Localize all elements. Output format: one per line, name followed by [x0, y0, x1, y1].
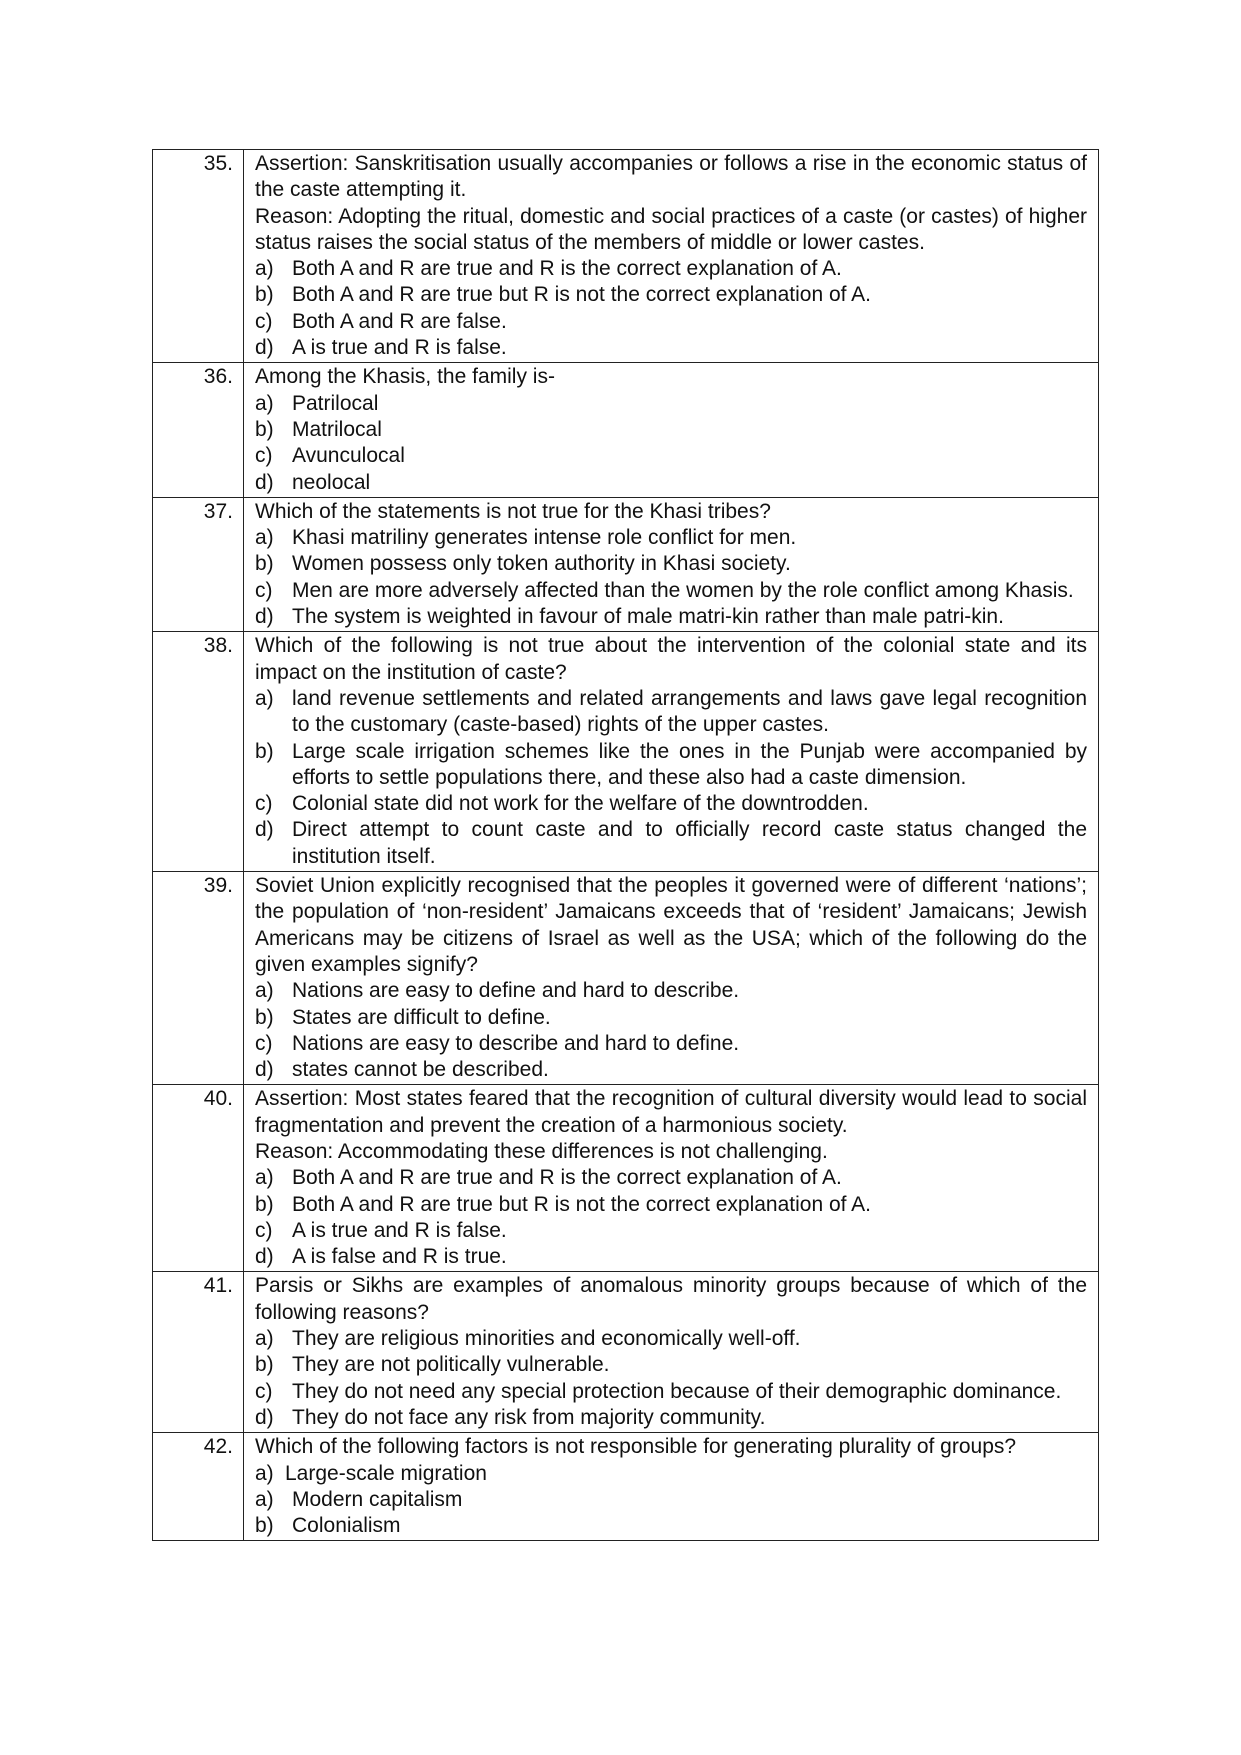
- option-letter: a): [255, 1487, 274, 1511]
- option-item: [255, 1244, 1087, 1270]
- option-item: [255, 1165, 1087, 1191]
- option-letter: c): [255, 1379, 273, 1403]
- question-body: [244, 497, 1099, 631]
- question-stem: Which of the following factors is not responsible for generating plurality of groups?: [255, 1435, 1017, 1459]
- option-letter: b): [255, 417, 274, 441]
- option-text: Nations are easy to describe and hard to define.: [292, 1031, 740, 1055]
- option-list: [255, 256, 1087, 361]
- question-stem: Assertion: Most states feared that the recognition of cultural diversity would lead to social fragmentation and prevent the creation of a harmonious society.: [255, 1087, 1087, 1137]
- option-letter: b): [255, 552, 274, 576]
- question-table: [152, 149, 1099, 1541]
- option-item: [255, 1352, 1087, 1378]
- option-letter: a): [255, 979, 274, 1003]
- option-text: Women possess only token authority in Khasi society.: [292, 552, 791, 576]
- option-list: [255, 686, 1087, 870]
- question-number: 39.: [153, 872, 244, 1085]
- option-letter: c): [255, 444, 273, 468]
- question-row: [153, 632, 1099, 872]
- option-text: Modern capitalism: [292, 1487, 463, 1511]
- option-text: Matrilocal: [292, 417, 382, 441]
- option-text: Both A and R are true and R is the correct explanation of A.: [292, 1166, 842, 1190]
- option-text: They do not face any risk from majority community.: [292, 1405, 766, 1429]
- option-letter: b): [255, 739, 274, 763]
- question-row: [153, 872, 1099, 1085]
- question-number: 38.: [153, 632, 244, 872]
- option-text: Khasi matriliny generates intense role conflict for men.: [292, 526, 797, 550]
- question-stem: Assertion: Sanskritisation usually accompanies or follows a rise in the economic status of the caste attempting it.: [255, 152, 1087, 202]
- option-letter: a): [255, 1461, 274, 1485]
- option-text: Both A and R are true but R is not the correct explanation of A.: [292, 1192, 872, 1216]
- option-text: Direct attempt to count caste and to officially record caste status changed the institution itself.: [292, 818, 1087, 868]
- option-letter: c): [255, 309, 273, 333]
- question-stem: Parsis or Sikhs are examples of anomalous minority groups because of which of the following reasons?: [255, 1274, 1087, 1324]
- question-body: [244, 1433, 1099, 1541]
- question-number: 36.: [153, 363, 244, 497]
- option-text: Colonial state did not work for the welfare of the downtrodden.: [292, 792, 869, 816]
- option-item: [255, 1461, 1087, 1487]
- question-number: 42.: [153, 1433, 244, 1541]
- option-letter: a): [255, 1327, 274, 1351]
- option-item: [255, 978, 1087, 1004]
- option-item: [255, 1031, 1087, 1057]
- question-stem: Which of the following is not true about the intervention of the colonial state and its impact on the institution of caste?: [255, 634, 1087, 684]
- option-letter: b): [255, 1353, 274, 1377]
- option-text: Nations are easy to define and hard to describe.: [292, 979, 740, 1003]
- question-body: [244, 1272, 1099, 1433]
- option-letter: c): [255, 1218, 273, 1242]
- option-text: A is true and R is false.: [292, 336, 507, 360]
- option-text: Large scale irrigation schemes like the ones in the Punjab were accompanied by efforts to settle populations there, and these also had a caste dimension.: [292, 739, 1087, 789]
- option-letter: d): [255, 470, 274, 494]
- option-item: [255, 551, 1087, 577]
- option-letter: a): [255, 686, 274, 710]
- option-letter: a): [255, 391, 274, 415]
- question-body: [244, 150, 1099, 363]
- option-text: Both A and R are true and R is the correct explanation of A.: [292, 257, 842, 281]
- option-item: [255, 578, 1087, 604]
- option-letter: d): [255, 336, 274, 360]
- option-item: [255, 335, 1087, 361]
- option-letter: c): [255, 1031, 273, 1055]
- option-list: [255, 391, 1087, 496]
- option-item: [255, 256, 1087, 282]
- option-text: A is true and R is false.: [292, 1218, 507, 1242]
- option-text: Both A and R are true but R is not the correct explanation of A.: [292, 283, 872, 307]
- question-body: [244, 632, 1099, 872]
- option-item: [255, 1057, 1087, 1083]
- question-stem: Reason: Adopting the ritual, domestic and social practices of a caste (or castes) of higher status raises the social status of the members of middle or lower castes.: [255, 204, 1087, 254]
- option-text: neolocal: [292, 470, 371, 494]
- option-letter: c): [255, 578, 273, 602]
- option-letter: d): [255, 818, 274, 842]
- question-body: [244, 872, 1099, 1085]
- option-letter: a): [255, 1166, 274, 1190]
- option-list: [255, 1326, 1087, 1431]
- option-letter: b): [255, 283, 274, 307]
- option-item: [255, 282, 1087, 308]
- option-item: [255, 604, 1087, 630]
- option-text: States are difficult to define.: [292, 1005, 551, 1029]
- option-text: land revenue settlements and related arrangements and laws gave legal recognition to the customary (caste-based) rights of the upper castes.: [292, 686, 1087, 737]
- question-stem: Reason: Accommodating these differences is not challenging.: [255, 1139, 828, 1163]
- option-item: [255, 470, 1087, 496]
- option-item: [255, 1487, 1087, 1513]
- option-text: Colonialism: [292, 1514, 401, 1538]
- option-text: The system is weighted in favour of male matri-kin rather than male patri-kin.: [292, 605, 1004, 629]
- question-stem: Soviet Union explicitly recognised that the peoples it governed were of different ‘nations’; the population of ‘non-resident’ Jamaicans exceeds that of ‘resident’ Jamaicans; Jewish Americans may be citizens of Israel as well as the USA; which of the following do the given examples signify?: [255, 874, 1087, 976]
- option-letter: a): [255, 257, 274, 281]
- question-number: 37.: [153, 497, 244, 631]
- option-text: They do not need any special protection because of their demographic dominance.: [292, 1379, 1062, 1403]
- option-text: Men are more adversely affected than the women by the role conflict among Khasis.: [292, 578, 1074, 602]
- option-text: Patrilocal: [292, 391, 379, 415]
- option-text: Large-scale migration: [285, 1461, 487, 1485]
- option-item: [255, 1379, 1087, 1405]
- option-text: Avunculocal: [292, 444, 405, 468]
- question-row: [153, 363, 1099, 497]
- question-table-body: [153, 150, 1099, 1541]
- option-item: [255, 817, 1087, 870]
- option-item: [255, 391, 1087, 417]
- option-list: [255, 978, 1087, 1083]
- option-item: [255, 309, 1087, 335]
- question-number: 41.: [153, 1272, 244, 1433]
- question-row: [153, 1272, 1099, 1433]
- question-body: [244, 363, 1099, 497]
- option-letter: b): [255, 1514, 274, 1538]
- question-stem: Which of the statements is not true for the Khasi tribes?: [255, 499, 771, 523]
- option-letter: d): [255, 1058, 274, 1082]
- option-text: They are not politically vulnerable.: [292, 1353, 610, 1377]
- question-row: [153, 1433, 1099, 1541]
- question-row: [153, 497, 1099, 631]
- option-item: [255, 1326, 1087, 1352]
- option-item: [255, 791, 1087, 817]
- option-item: [255, 1513, 1087, 1539]
- question-row: [153, 150, 1099, 363]
- option-letter: d): [255, 1245, 274, 1269]
- option-item: [255, 1005, 1087, 1031]
- option-letter: b): [255, 1192, 274, 1216]
- option-letter: a): [255, 526, 274, 550]
- option-item: [255, 417, 1087, 443]
- option-letter: c): [255, 792, 273, 816]
- option-item: [255, 1192, 1087, 1218]
- option-item: [255, 1218, 1087, 1244]
- option-letter: d): [255, 1405, 274, 1429]
- option-text: states cannot be described.: [292, 1058, 549, 1082]
- option-item: [255, 686, 1087, 739]
- question-number: 35.: [153, 150, 244, 363]
- question-row: [153, 1085, 1099, 1272]
- option-list: [255, 1165, 1087, 1270]
- option-text: Both A and R are false.: [292, 309, 507, 333]
- option-item: [255, 525, 1087, 551]
- option-list: [255, 1461, 1087, 1540]
- option-letter: b): [255, 1005, 274, 1029]
- option-item: [255, 1405, 1087, 1431]
- option-item: [255, 739, 1087, 792]
- option-letter: d): [255, 605, 274, 629]
- option-text: A is false and R is true.: [292, 1245, 507, 1269]
- option-text: They are religious minorities and economically well-off.: [292, 1327, 801, 1351]
- question-number: 40.: [153, 1085, 244, 1272]
- question-body: [244, 1085, 1099, 1272]
- option-item: [255, 443, 1087, 469]
- option-list: [255, 525, 1087, 630]
- question-stem: Among the Khasis, the family is-: [255, 365, 555, 389]
